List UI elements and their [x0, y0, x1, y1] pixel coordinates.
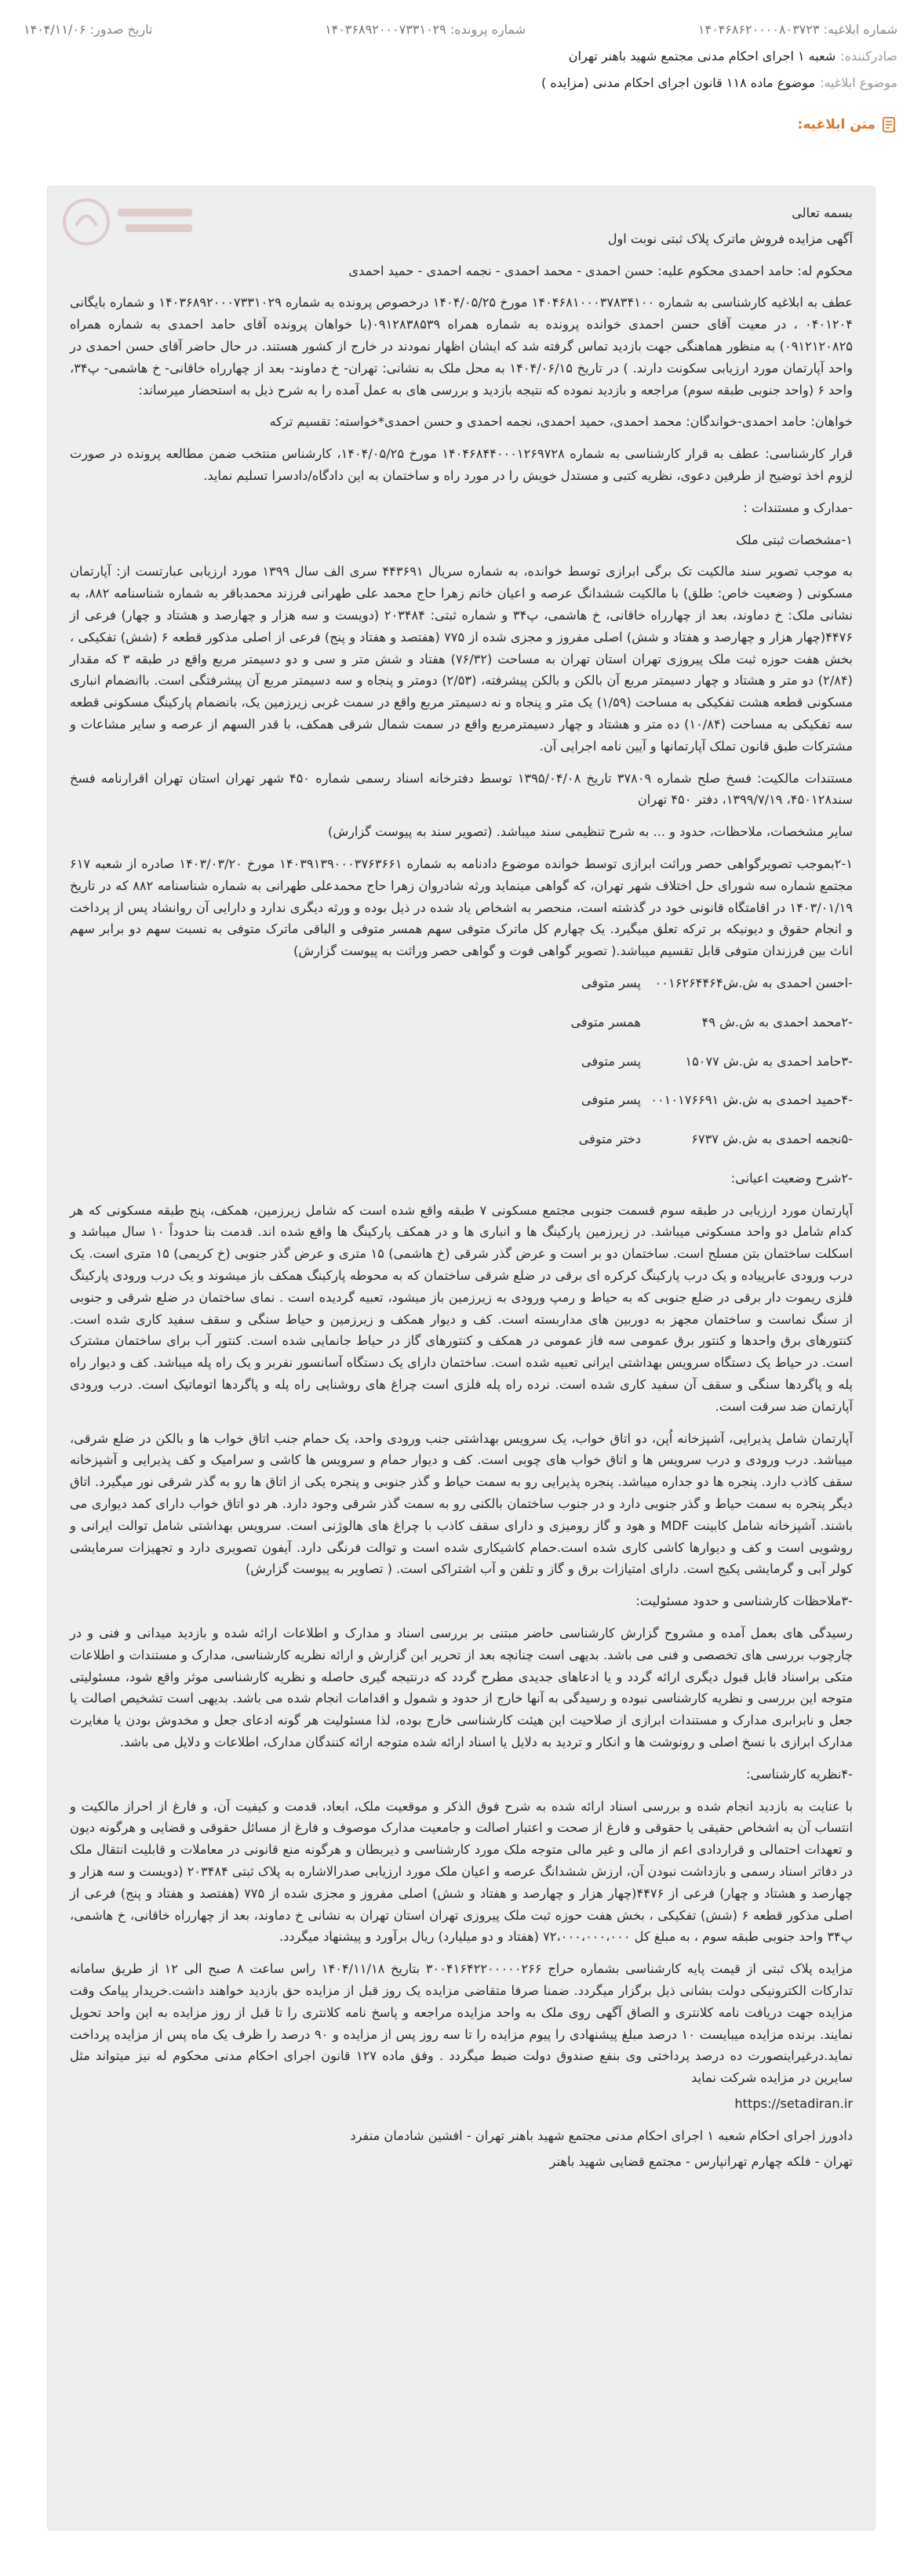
body-opinion-heading: -۴نظریه کارشناسی: — [746, 1766, 853, 1782]
body-other-specs: سایر مشخصات، ملاحظات، حدود و ... به شرح تنظیمی سند میباشد. (تصویر سند به پیوست گزارش) — [328, 824, 853, 840]
case-number-label: شماره پرونده: — [450, 21, 526, 37]
issuer-value: شعبه ۱ اجرای احکام مدنی مجتمع شهید باهنر تهران — [568, 48, 836, 64]
meta-row — [24, 16, 897, 42]
body-remarks: رسیدگی های بعمل آمده و مشروح گزارش کارشناسی حاضر مبتنی بر بررسی اسناد و مدارک و اطلاعات ارائه شده و بازدید میدانی و فنی و در چارچوب بررسی های تخصصی و فنی می باشد. بدیهی است چنانچه بعد از تحریر این گزارش و ارائه نظریه کارشناسی، مدارک و مستندات و اطلاعات متکی براسناد قابل قبول دیگری ارائه گردد و یا ادعاهای جدیدی مطرح گردد که درنتیجه گیری حاصله و نظریه کارشناسی موثر واقع شود، مسئولیتی متوجه این بررسی و نظریه کارشناسی نبوده و رسیدگی به آنها خارج از حدود و شمول و اقدامات انجام شده می باشد. بدیهی است تشخیص اصالت یا جعل و نابرابری مدارک و مستندات ابرازی از صلاحیت این هیئت کارشناسی خارج بوده، لذا مسئولیت هر گونه ادعای جعل و مخدوش بودن یا مغایرت مدارک ابرازی با نسخ اصلی و رونوشت ها و انکار و تردید به دلایل یا اسناد ارائه شده متوجه ارائه کنندگان مدارک، اطلاعات و دلایل می باشد. — [70, 1626, 853, 1750]
heir-name: -۴حمید احمدی به ش.ش ۰۰۱۰۱۷۶۶۹۱ — [650, 1092, 853, 1108]
body-registration: به موجب تصویر سند مالکیت تک برگی ابرازی توسط خوانده، به شماره سریال ۴۴۳۶۹۱ سری الف سال ۱۳۹۹ مورد ارزیابی عبارتست از: آپارتمان مسکونی ( وضعیت خاص: طلق) با مالکیت ششدانگ عرصه و اعیان خانم زهرا حاج محمد علی طهرانی فرزند محمدباقر به شماره شناسنامه ۸۸۲، به نشانی ملک: خ دماوند، بعد از چهارراه خاقانی، خ هاشمی، پ۳۴ و شماره ثبتی: ۲۰۳۴۸۴ (دویست و سه هزار و چهارصد و هشتاد و چهار) فرعی از ۴۴۷۶(چهار هزار و چهارصد و هفتاد و شش) اصلی مفروز و مجزی شده از ۷۷۵ (هفتصد و هفتاد و پنج) فرعی از اصلی مذکور قطعه ۶ (شش) تفکیکی ، بخش هفت حوزه ثبت ملک پیروزی تهران استان تهران به مساحت (۷۶/۳۲) هفتاد و شش متر و سی و دو دسیمتر مربع واقع در طبقه ۳ که مقدار (۲/۸۴) دو متر و هشتاد و چهار دسیمتر مربع آن بالکن و بالکن پیشرفته، (۲/۵۳) دومتر و پنجاه و سه دسیمتر مربع آن پیشرفتگی است. باانضمام انباری مسکونی قطعه هشت تفکیکی به مساحت (۱/۵۹) یک متر و پنجاه و نه دسیمتر مربع واقع در سمت غربی زیرزمین یک، بانضمام پارکینگ مسکونی قطعه سه تفکیکی به مساحت (۱۰/۸۴) ده متر و هشتاد و چهار دسیمترمربع واقع در سمت شمال شرقی همکف، با قدر السهم از عرصه و سایر مشاعات و مشترکات طبق قانون تملک آپارتمانها و آیین نامه اجرایی آن. — [70, 564, 854, 754]
body-ownership: مستندات مالکیت: فسخ صلح شماره ۳۷۸۰۹ تاریخ ۱۳۹۵/۰۴/۰۸ توسط دفترخانه اسناد رسمی شماره ۴۵۰ شهر تهران استان تهران اقرارنامه فسخ سند۴۵۰۱۲۸، ۱۳۹۹/۷/۱۹، دفتر ۴۵۰ تهران — [70, 770, 853, 808]
body-inheritance: ۲-۱بموجب تصویرگواهی حصر وراثت ابرازی توسط خوانده موضوع دادنامه به شماره ۱۴۰۳۹۱۳۹۰۰۰۳۷۶۳۶۶۱ مورخ ۱۴۰۳/۰۳/۲۰ صادره از شعبه ۶۱۷ مجتمع شماره سه شورای حل اختلاف شهر تهران، که گواهی مینماید ورثه شادروان زهرا حاج محمدعلی طهرانی به شماره شناسنامه ۸۸۲ که در تاریخ ۱۴۰۳/۰۱/۱۹ در اقامتگاه قانونی خود در گذشته است، منحصر به اشخاص یاد شده در ذیل بوده و ورثه دیگری ندارد و دارایی آن روانشاد پس از پرداخت و انجام حقوق و دیونیکه بر ترکه تعلق میگیرد. یک چهارم کل ماترک متوفی سهم همسر متوفی و الباقی ماترک متوفی به نسبت سهم دو برابر سهم اناث بین فرزندان متوفی قابل تقسیم میباشد.( تصویر گواهی فوت و گواهی حصر وراثت به پیوست گزارش) — [70, 856, 853, 959]
issuer-label: صادرکننده: — [840, 48, 897, 64]
setad-link[interactable]: https://setadiran.ir — [734, 2095, 853, 2111]
heir-name: -۵نجمه احمدی به ش.ش ۶۷۳۷ — [691, 1132, 853, 1147]
body-registration-heading: ۱-مشخصات ثبتی ملک — [736, 532, 853, 547]
section-title-text: متن ابلاغیه: — [797, 117, 875, 133]
body-title: آگهی مزایده فروش ماترک پلاک ثبتی نوبت اول — [607, 231, 853, 246]
signature-line: دادورز اجرای احکام شعبه ۱ اجرای احکام مدنی مجتمع شهید باهنر تهران - افشین شادمان منفرد — [350, 2127, 853, 2143]
body-reference: عطف به ابلاغیه کارشناسی به شماره ۱۴۰۴۶۸۱۰۰۰۳۷۸۳۴۱۰۰ مورخ ۱۴۰۴/۰۵/۲۵ درخصوص پرونده به شماره ۱۴۰۳۶۸۹۲۰۰۰۷۳۳۱۰۲۹ و شماره بایگانی ۰۴۰۱۲۰۴ ، در معیت آقای حسن احمدی خوانده پرونده به شماره همراه ۰۹۱۲۸۳۸۵۳۹(با خواهان پرونده آقای حامد احمدی به شماره همراه ۰۹۱۲۱۲۰۸۲۵) به منظور هماهنگی جهت بازدید تماس گرفته شد که ایشان اظهار نمودند در خارج از کشور هستند. در حال حاضر آقای حسن احمدی در واحد آپارتمان مورد ارزیابی سکونت دارند. ) در تاریخ ۱۴۰۴/۰۶/۱۵ به محل ملک به نشانی: تهران- خ دماوند- بعد از چهارراه خاقانی- خ هاشمی- پ۳۴، واحد ۶ (واحد جنوبی طبقه سوم) مراجعه و بازدید نموده که نتیجه بازدید و بررسی های به عمل آمده را به شرح ذیل به استحضار میرساند: — [70, 295, 854, 398]
heir-name: -۲محمد احمدی به ش.ش ۴۹ — [701, 1014, 853, 1030]
subject-label: موضوع ابلاغیه: — [820, 74, 897, 90]
body-building-heading: -۲شرح وضعیت اعیانی: — [730, 1170, 853, 1186]
issue-date — [24, 22, 152, 37]
heir-row — [70, 1089, 853, 1111]
heir-row — [70, 972, 853, 994]
subject-line — [24, 69, 897, 96]
notice-text-box — [47, 186, 875, 2531]
address-line: تهران - فلکه چهارم تهرانپارس - مجتمع قضایی شهید باهنر — [549, 2153, 853, 2169]
body-building: آپارتمان مورد ارزیابی در طبقه سوم قسمت جنوبی مجتمع مسکونی ۷ طبقه واقع شده است که شامل زیرزمین، همکف، پنج طبقه مسکونی که هر کدام شامل دو واحد مسکونی میباشد. در زیرزمین پارکینگ ها و انباری ها و در همکف پارکینگ ها واقع شده اند. قدمت بنا حدوداً ۱۰ سال میباشد و اسکلت ساختمان بتن مسلح است. ساختمان دو بر است و عرض گذر شرقی (خ هاشمی) ۱۵ متری و عرض گذر جنوبی (خ کریمی) ۱۵ متری است. یک درب ورودی عابرپیاده و یک درب پارکینگ کرکره ای برقی در ضلع شرقی ساختمان که به محوطه پارکینگ همکف باز میشوند و یک درب ورودی پارکینگ فلزی ریموت دار برقی در ضلع جنوبی که به حیاط و رمپ ورودی به زیرزمین باز میشود، تعبیه گردیده است . نمای ساختمان در ضلع شرقی و جنوبی از سنگ نماست و ساختمان مجهز به دوربین های مداربسته است. کف و دیوار همکف و زیرزمین و حیاط سنگی و سقف سفید کاری شده است. کنتورهای برق واحدها و کنتور برق عمومی سه فاز عمومی در همکف و کنتورهای گاز در حیاط جانمایی شده است. کنتور آب برای ساختمان مشترک است. در حیاط یک دستگاه سرویس بهداشتی ایرانی تعبیه شده است. ساختمان دارای یک دستگاه آسانسور نفربر و یک راه پله میباشد. کف و دیوار راه پله و پاگردها سنگی و سقف آن سفید کاری شده است. نرده راه پله فلزی است چراغ های روشنایی راه پله و پاگردها اتوماتیک است. درب ورودی آپارتمان ضد سرقت است. — [70, 1202, 853, 1414]
body-apartment: آپارتمان شامل پذیرایی، آشپزخانه اُپن، دو اتاق خواب، یک سرویس بهداشتی جنب ورودی واحد، یک حمام جنب اتاق خواب ها و بالکن در ضلع شرقی، میباشد. درب ورودی و درب سرویس ها و اتاق خواب های چوبی است. کف و دیوار حمام و سرویس ها کاشی و سرامیک و کف پذیرایی و آشپزخانه سقف کاذب دارد. پنجره ها دو جداره میباشد. پنجره پذیرایی رو به سمت حیاط و گذر جنوبی و پنجره یکی از اتاق ها رو به گذر شرقی نور میگیرد. اتاق دیگر پنجره به سمت حیاط و گذر جنوبی دارد و در جنوب ساختمان بالکنی رو به سمت گذر شرقی وجود دارد. هر دو اتاق خواب دارای کمد دیواری می باشند. آشپزخانه شامل کابینت MDF و هود و گاز رومیزی و دارای سقف کاذب با چراغ های هالوژنی است. سرویس بهداشتی شامل توالت ایرانی و روشویی است و کف و دیوارها کاشی کاری شده است.حمام کاشیکاری شده است و توالت فرنگی دارد. آیفون تصویری دارد و تجهیزات سرمایشی کولر آبی و گرمایشی پکیج است. دارای امتیازات برق و گاز و تلفن و آب اشتراکی است. ( تصاویر به پیوست گزارش) — [70, 1430, 854, 1577]
heir-row — [70, 1128, 853, 1150]
heir-relation: پسر متوفی — [581, 1053, 641, 1069]
notice-number-value: ۱۴۰۴۶۸۶۲۰۰۰۰۸۰۳۷۲۳ — [697, 21, 820, 37]
body-claim: خواهان: حامد احمدی-خواندگان: محمد احمدی، حمید احمدی، نجمه احمدی و حسن احمدی*خواسته: تقسیم ترکه — [269, 414, 853, 430]
heir-relation: دختر متوفی — [578, 1132, 641, 1147]
heir-relation: پسر متوفی — [581, 975, 641, 990]
body-opinion: با عنایت به بازدید انجام شده و بررسی اسناد ارائه شده به شرح فوق الذکر و موقعیت ملک، ابعاد، قدمت و کیفیت آن، و فارغ از احراز مالکیت و انتساب آن به اشخاص حقیقی یا حقوقی و فارغ از صحت و اعتبار اصالت و جامعیت مدارک موصوف و فارغ از مسائل حقوقی و قضایی و هرگونه دیون و تعهدات احتمالی و قراردادی اعم از مالی و غیر مالی متوجه ملک مورد کارشناسی و ذیربطان و هرگونه منع قانونی در معاملات و قابلیت انتقال ملک در دفاتر اسناد رسمی و بازداشت نبودن آن، ارزش ششدانگ عرصه و اعیان ملک مورد ارزیابی صدرالاشاره به پلاک ثبتی ۲۰۳۴۸۴ (دویست و سه هزار و چهارصد و هشتاد و چهار) فرعی از ۴۴۷۶(چهار هزار و چهارصد و هفتاد و شش) اصلی مفروز و مجزی شده از ۷۷۵ (هفتصد و هفتاد و پنج) فرعی از اصلی مذکور قطعه ۶ (شش) تفکیکی ، بخش هفت حوزه ثبت ملک پیروزی تهران استان تهران به نشانی خ دماوند، بعد از چهارراه خاقانی، خ هاشمی، پ۳۴ واحد جنوبی طبقه سوم ، به مبلغ کل ۷۲،۰۰۰،۰۰۰،۰۰۰ (هفتاد و دو میلیارد) ریال برآورد و پیشنهاد میگردد. — [70, 1798, 853, 1945]
body-basmala: بسمه تعالی — [792, 205, 853, 220]
body-docs-heading: -مدارک و مستندات : — [743, 500, 853, 515]
case-number-value: ۱۴۰۳۶۸۹۲۰۰۰۷۳۳۱۰۲۹ — [325, 21, 446, 37]
issue-date-value: ۱۴۰۴/۱۱/۰۶ — [24, 21, 86, 37]
body-expert-order: قرار کارشناسی: عطف به قرار کارشناسی به شماره ۱۴۰۴۶۸۴۴۰۰۰۱۲۶۹۷۲۸ مورخ ۱۴۰۴/۰۵/۲۵، کارشناس منتخب ضمن مطالعه پرونده در صورت لزوم اخذ توضیح از طرفین دعوی، نظریه کتبی و مستدل خویش را در مورد راه و ساختمان به این دادگاه/دادسرا تسلیم نماید. — [70, 446, 853, 483]
body-auction: مزایده پلاک ثبتی از قیمت پایه کارشناسی بشماره حراج ۳۰۰۴۱۶۴۲۲۰۰۰۰۰۲۶۶ بتاریخ ۱۴۰۴/۱۱/۱۸ راس ساعت ۸ صبح الی ۱۲ از طریق سامانه تدارکات الکترونیکی دولت بشانی ذیل برگزار میگردد. ضمنا صرفا متقاضی مزایده یک روز قبل از مزایده حق بازدید خواهند داشت.خریدار پیامک وقت مزایده جهت دریافت نامه کلانتری و الصاق آگهی روی ملک به واحد مزایده مراجعه و پاسخ نامه کلانتری را تا قبل از روز مزایده به این واحد تحویل نمایند. برنده مزایده میبایست ۱۰ درصد مبلغ پیشنهادی را پیوم مزایده را تا سه روز پس از مزایده و ۹۰ درصد را ظرف یک ماه پس از مزایده پرداخت نماید.درغیراینصورت ده درصد پرداختی وی بنفع صندوق دولت ضبط میگردد . وفق ماده ۱۲۷ قانون اجرای احکام مدنی محکوم له نیز میتواند مثل سایرین در مزایده شرکت نماید — [70, 1961, 853, 2086]
heir-name: -۳حامد احمدی به ش.ش ۱۵۰۷۷ — [685, 1053, 853, 1069]
case-number — [325, 22, 526, 37]
notice-number-label: شماره ابلاغیه: — [823, 21, 897, 37]
heir-row — [70, 1012, 853, 1034]
notice-number — [698, 22, 897, 37]
subject-value: موضوع ماده ۱۱۸ قانون اجرای احکام مدنی (مزایده ) — [541, 74, 816, 90]
section-title — [24, 113, 897, 136]
heir-relation: پسر متوفی — [581, 1092, 641, 1108]
body-parties: محکوم له: حامد احمدی محکوم علیه: حسن احمدی - محمد احمدی - نجمه احمدی - حمید احمدی — [348, 263, 853, 278]
notice-body — [70, 202, 853, 2172]
document-icon — [882, 116, 897, 133]
heir-relation: همسر متوفی — [570, 1014, 641, 1030]
notice-header — [0, 0, 921, 136]
body-remarks-heading: -۳ملاحظات کارشناسی و حدود مسئولیت: — [635, 1593, 853, 1609]
issuer-line — [24, 42, 897, 69]
heir-name: -احسن احمدی به ش.ش۰۰۱۶۲۶۴۴۶۴ — [654, 975, 853, 990]
heir-row — [70, 1051, 853, 1073]
issue-date-label: تاریخ صدور: — [89, 21, 153, 37]
